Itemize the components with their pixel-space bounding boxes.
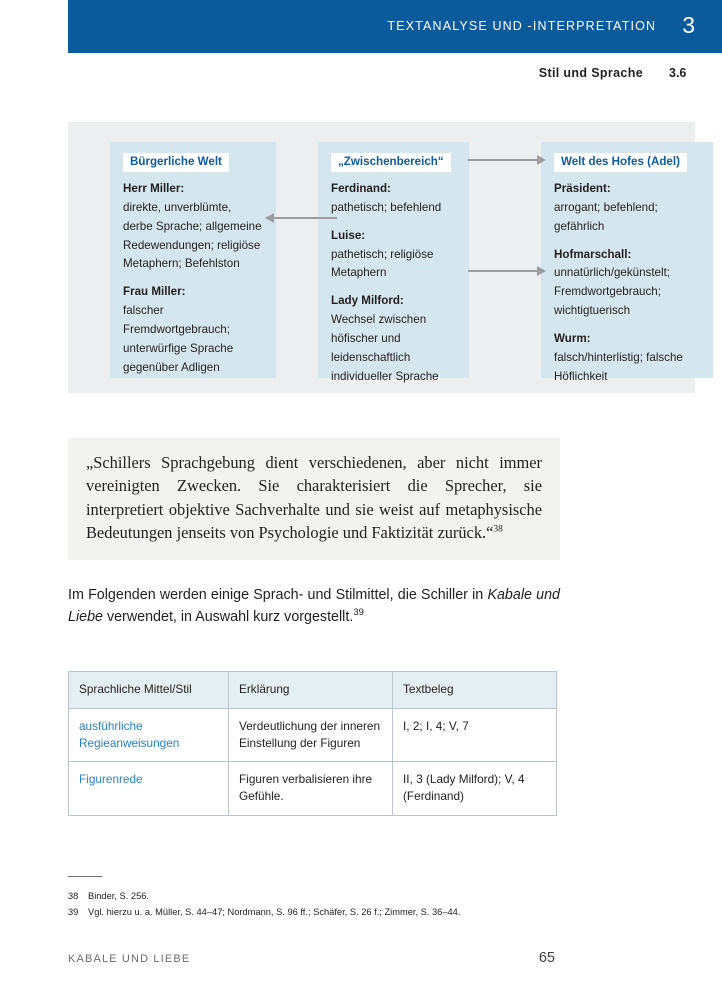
diagram-entry [331, 291, 456, 386]
diagram-entry [331, 226, 456, 283]
section-number: 3.6 [669, 66, 687, 80]
diagram-entry-desc: pathetisch; religiöse Metaphern [331, 247, 434, 280]
diagram-entry-name: Lady Milford: [331, 294, 404, 308]
diagram-column-buergerliche-welt [110, 142, 276, 378]
table-cell-explanation: Figuren verbalisieren ihre Gefühle. [229, 762, 393, 816]
page-footer [68, 950, 555, 966]
header-title: TEXTANALYSE UND -INTERPRETATION [387, 19, 657, 33]
footnote-number: 39 [68, 906, 79, 917]
table-cell-term: Figurenrede [69, 762, 229, 816]
footer-work-title: KABALE UND LIEBE [68, 953, 191, 965]
arrow-head-left-icon [265, 213, 274, 223]
table-row [69, 708, 557, 762]
paragraph-text-after: verwendet, in Auswahl kurz vorgestellt. [102, 609, 354, 626]
diagram-entry-desc: Wechsel zwischen höfischer und leidenschaftlich individueller Sprache [331, 313, 439, 384]
paragraph-text-before: Im Folgenden werden einige Sprach- und Stilmittel, die Schiller in [68, 587, 488, 603]
footnote-number: 38 [68, 891, 79, 901]
arrow-head-right-icon [537, 266, 546, 276]
diagram-entry [123, 179, 263, 274]
footnote-separator-rule [68, 876, 102, 877]
diagram-entry-name: Luise: [331, 228, 366, 242]
table-header-row [69, 672, 557, 709]
diagram-column-title: Welt des Hofes (Adel) [554, 153, 687, 172]
diagram-entry-desc: direkte, unverblümte, derbe Sprache; allgemeine Redewendungen; religiöse Metaphern; Befehlston [123, 200, 262, 271]
diagram-entry-name: Frau Miller: [123, 285, 186, 299]
quote-footnote-ref: 38 [493, 524, 503, 535]
pull-quote-text [86, 451, 542, 544]
diagram-entry-name: Herr Miller: [123, 181, 185, 195]
diagram-column-title: Bürgerliche Welt [123, 153, 229, 172]
diagram-column-title: „Zwischenbereich“ [331, 153, 451, 172]
diagram-entry-name: Wurm: [554, 332, 591, 346]
footnote-item [68, 889, 668, 905]
diagram-entry [123, 282, 263, 377]
table-row [69, 762, 557, 816]
table-header-cell: Sprachliche Mittel/Stil [69, 672, 229, 709]
footnote-text: Binder, S. 256. [88, 891, 149, 901]
page-header-bar [68, 0, 722, 53]
header-chapter-number: 3 [682, 12, 695, 38]
character-language-diagram [68, 122, 695, 393]
arrow-line [468, 270, 538, 272]
section-subheader [0, 66, 695, 80]
intro-paragraph [68, 584, 560, 628]
arrow-line [468, 159, 538, 161]
diagram-column-welt-des-hofes [541, 142, 713, 384]
stylistic-devices-table [68, 671, 557, 816]
diagram-entry [331, 179, 456, 217]
diagram-entry-name: Präsident: [554, 181, 611, 195]
diagram-entry-desc: unnatürlich/gekünstelt; Fremdwortgebrauch; wichtigtuerisch [554, 266, 671, 318]
diagram-entry-name: Hofmarschall: [554, 247, 632, 261]
diagram-entry-name: Ferdinand: [331, 181, 391, 195]
diagram-entry [554, 179, 700, 236]
footnote-item [68, 905, 668, 921]
arrow-head-right-icon [537, 155, 546, 165]
diagram-entry [554, 245, 700, 321]
footer-page-number: 65 [538, 950, 555, 966]
table-cell-evidence: II, 3 (Lady Milford); V, 4 (Ferdinand) [393, 762, 557, 816]
diagram-entry-desc: arrogant; befehlend; gefährlich [554, 200, 658, 233]
paragraph-work-title: Kabale und Liebe [68, 587, 561, 626]
table-cell-term: ausführliche Regieanweisungen [69, 708, 229, 762]
table-cell-explanation: Verdeutlichung der inneren Einstellung der Figuren [229, 708, 393, 762]
diagram-entry [554, 329, 700, 386]
arrow-line [273, 217, 337, 219]
diagram-entry-desc: falsch/hinterlistig; falsche Höflichkeit [554, 351, 683, 384]
table-cell-evidence: I, 2; I, 4; V, 7 [393, 708, 557, 762]
pull-quote-box [68, 438, 560, 560]
diagram-entry-desc: pathetisch; befehlend [331, 200, 442, 214]
footnote-text: Vgl. hierzu u. a. Müller, S. 44–47; Nordmann, S. 96 ff.; Schäfer, S. 26 f.; Zimmer, S. 36–44. [88, 906, 461, 917]
table-header-cell: Textbeleg [393, 672, 557, 709]
section-label: Stil und Sprache [538, 66, 643, 80]
diagram-entry-desc: falscher Fremdwortgebrauch; unterwürfige Sprache gegenüber Adligen [123, 304, 234, 375]
table-header-cell: Erklärung [229, 672, 393, 709]
paragraph-footnote-ref: 39 [353, 607, 364, 619]
footnotes-list [68, 889, 668, 921]
quote-body: „Schillers Sprachgebung dient verschiedenen, aber nicht immer vereinigten Zwecken. Sie charakterisiert die Sprecher, sie interpretiert objektive Sachverhalte und sie weist auf metaphysische Bedeutungen jenseits von Psychologie und Faktizität zurück.“ [86, 453, 542, 542]
diagram-column-zwischenbereich [318, 142, 469, 384]
